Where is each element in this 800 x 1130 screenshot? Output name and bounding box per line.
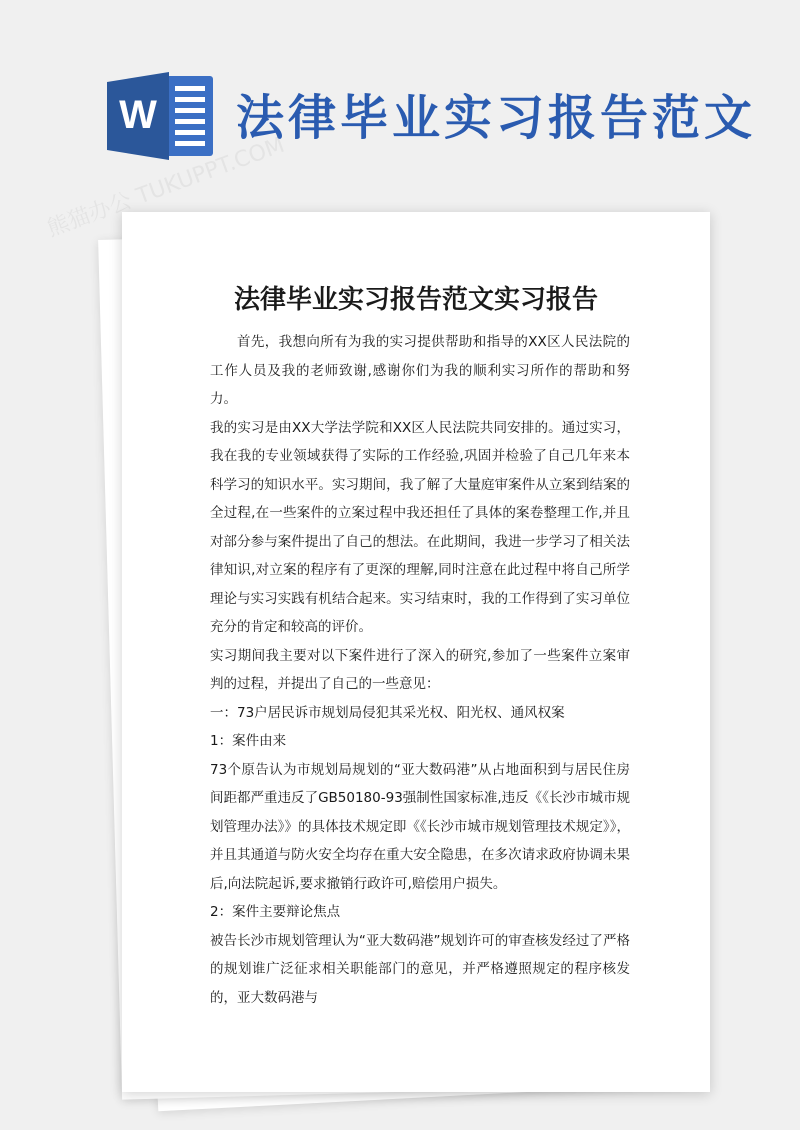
document-page	[122, 212, 710, 1092]
banner-header	[0, 0, 800, 200]
paragraph: 实习期间我主要对以下案件进行了深入的研究,参加了一些案件立案审判的过程，并提出了自己的一些意见：	[210, 647, 630, 692]
subsection-heading: 1：案件由来	[210, 733, 287, 749]
banner-title: 法律毕业实习报告范文	[236, 90, 757, 146]
section-heading: 一：73户居民诉市规划局侵犯其采光权、阳光权、通风权案	[210, 704, 565, 721]
subsection-heading: 2：案件主要辩论焦点	[210, 904, 341, 920]
document-title: 法律毕业实习报告范文实习报告	[233, 285, 598, 315]
document-body	[210, 328, 630, 1012]
word-document-icon	[107, 72, 215, 160]
paragraph: 被告长沙市规划管理认为“亚大数码港”规划许可的审查核发经过了严格的规划谁广泛征求相关职能部门的意见，并严格遵照规定的程序核发的，亚大数码港与	[210, 932, 630, 1006]
paragraph: 我的实习是由XX大学法学院和XX区人民法院共同安排的。通过实习，我在我的专业领域获得了实际的工作经验,巩固并检验了自己几年来本科学习的知识水平。实习期间，我了解了大量庭审案件从立案到结案的全过程,在一些案件的立案过程中我还担任了具体的案卷整理工作,并且对部分参与案件提出了自己的想法。在此期间，我进一步学习了相关法律知识,对立案的程序有了更深的理解,同时注意在此过程中将自己所学理论与实习实践有机结合起来。实习结束时，我的工作得到了实习单位充分的肯定和较高的评价。	[210, 419, 630, 635]
word-logo-letter: W	[119, 93, 157, 137]
watermark-text: 熊猫办公 TUKUPPT.COM	[43, 132, 288, 242]
paragraph: 首先，我想向所有为我的实习提供帮助和指导的XX区人民法院的工作人员及我的老师致谢,感谢你们为我的顺利实习所作的帮助和努力。	[210, 334, 630, 407]
paragraph: 73个原告认为市规划局规划的“亚大数码港”从占地面积到与居民住房间距都严重违反了GB50180-93强制性国家标准,违反《《长沙市城市规划管理办法》》的具体技术规定即《《长沙市城市规划管理技术规定》》，并且其通道与防火安全均存在重大安全隐患，在多次请求政府协调未果后,向法院起诉,要求撤销行政许可,赔偿用户损失。	[210, 761, 630, 892]
